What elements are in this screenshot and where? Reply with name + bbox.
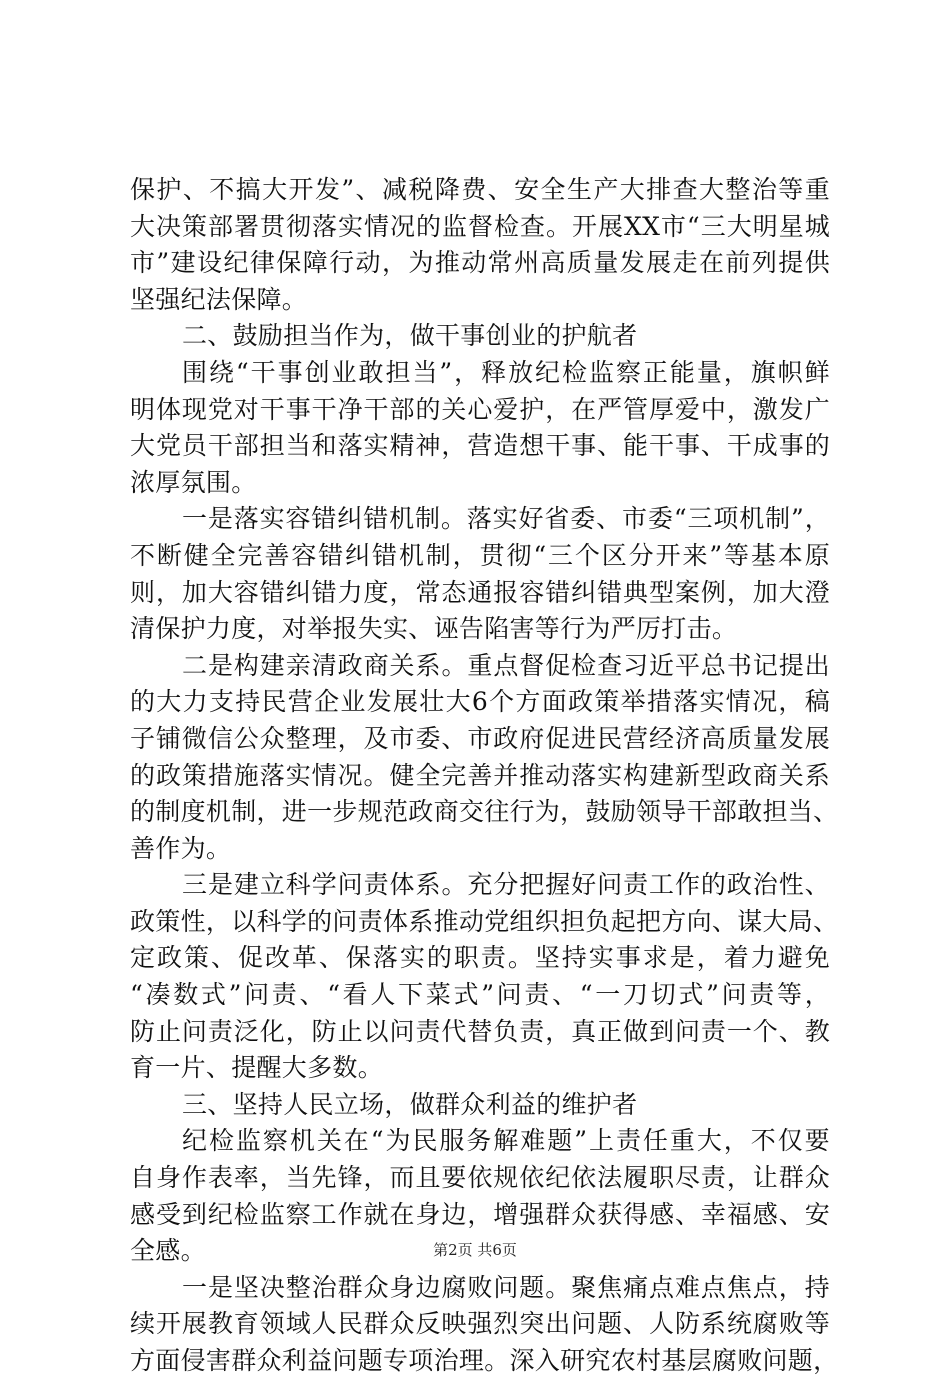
text-line: 全感。 <box>130 1236 206 1266</box>
document-body <box>130 172 839 1380</box>
text-line: 保护、不搞大开发”、减税降费、安全生产大排查大整治等重 <box>130 175 830 204</box>
text-line: 方面侵害群众利益问题专项治理。深入研究农村基层腐败问题， <box>130 1346 839 1375</box>
text-line: 明体现党对干事干净干部的关心爱护，在严管厚爱中，激发广 <box>130 394 830 424</box>
text-line: 育一片、提醒大多数。 <box>130 1053 384 1083</box>
text-line: 自身作表率，当先锋，而且要依规依纪依法履职尽责，让群众 <box>130 1163 830 1193</box>
text-line: 市”建设纪律保障行动，为推动常州高质量发展走在前列提供 <box>130 248 830 278</box>
text-line: 的制度机制，进一步规范政商交往行为，鼓励领导干部敢担当、 <box>130 797 839 827</box>
text-line: 续开展教育领域人民群众反映强烈突出问题、人防系统腐败等 <box>130 1309 830 1339</box>
text-line: “凑数式”问责、“看人下菜式”问责、“一刀切式”问责等， <box>130 980 830 1010</box>
page-footer: 第2页 共6页 <box>433 1241 517 1259</box>
text-line: 不断健全完善容错纠错机制，贯彻“三个区分开来”等基本原 <box>130 540 830 570</box>
text-line: 二是构建亲清政商关系。重点督促检查习近平总书记提出 <box>182 650 830 680</box>
text-line: 感受到纪检监察工作就在身边，增强群众获得感、幸福感、安 <box>130 1199 830 1229</box>
text-line: 一是坚决整治群众身边腐败问题。聚焦痛点难点焦点，持 <box>182 1272 830 1302</box>
section-heading: 二、鼓励担当作为，做干事创业的护航者 <box>182 321 638 351</box>
text-line: 一是落实容错纠错机制。落实好省委、市委“三项机制”， <box>182 504 830 534</box>
text-line: 的政策措施落实情况。健全完善并推动落实构建新型政商关系 <box>130 760 830 790</box>
text-line: 纪检监察机关在“为民服务解难题”上责任重大，不仅要 <box>182 1126 830 1156</box>
text-line: 定政策、促改革、保落实的职责。坚持实事求是，着力避免 <box>130 943 830 973</box>
text-line: 大决策部署贯彻落实情况的监督检查。开展XX市“三大明星城 <box>130 211 830 241</box>
section-heading: 三、坚持人民立场，做群众利益的维护者 <box>182 1089 638 1119</box>
text-line: 浓厚氛围。 <box>130 467 257 497</box>
text-line: 政策性，以科学的问责体系推动党组织担负起把方向、谋大局、 <box>130 906 839 936</box>
text-line: 大党员干部担当和落实精神，营造想干事、能干事、干成事的 <box>130 431 830 461</box>
text-line: 子铺微信公众整理，及市委、市政府促进民营经济高质量发展 <box>130 723 830 753</box>
text-line: 围绕“干事创业敢担当”，释放纪检监察正能量，旗帜鲜 <box>182 357 830 387</box>
text-line: 的大力支持民营企业发展壮大6个方面政策举措落实情况，稿 <box>130 687 830 717</box>
text-line: 清保护力度，对举报失实、诬告陷害等行为严厉打击。 <box>130 614 738 644</box>
text-line: 坚强纪法保障。 <box>130 284 308 314</box>
text-line: 则，加大容错纠错力度，常态通报容错纠错典型案例，加大澄 <box>130 577 830 607</box>
text-line: 三是建立科学问责体系。充分把握好问责工作的政治性、 <box>182 870 830 900</box>
text-line: 防止问责泛化，防止以问责代替负责，真正做到问责一个、教 <box>130 1016 830 1046</box>
text-line: 善作为。 <box>130 833 232 863</box>
